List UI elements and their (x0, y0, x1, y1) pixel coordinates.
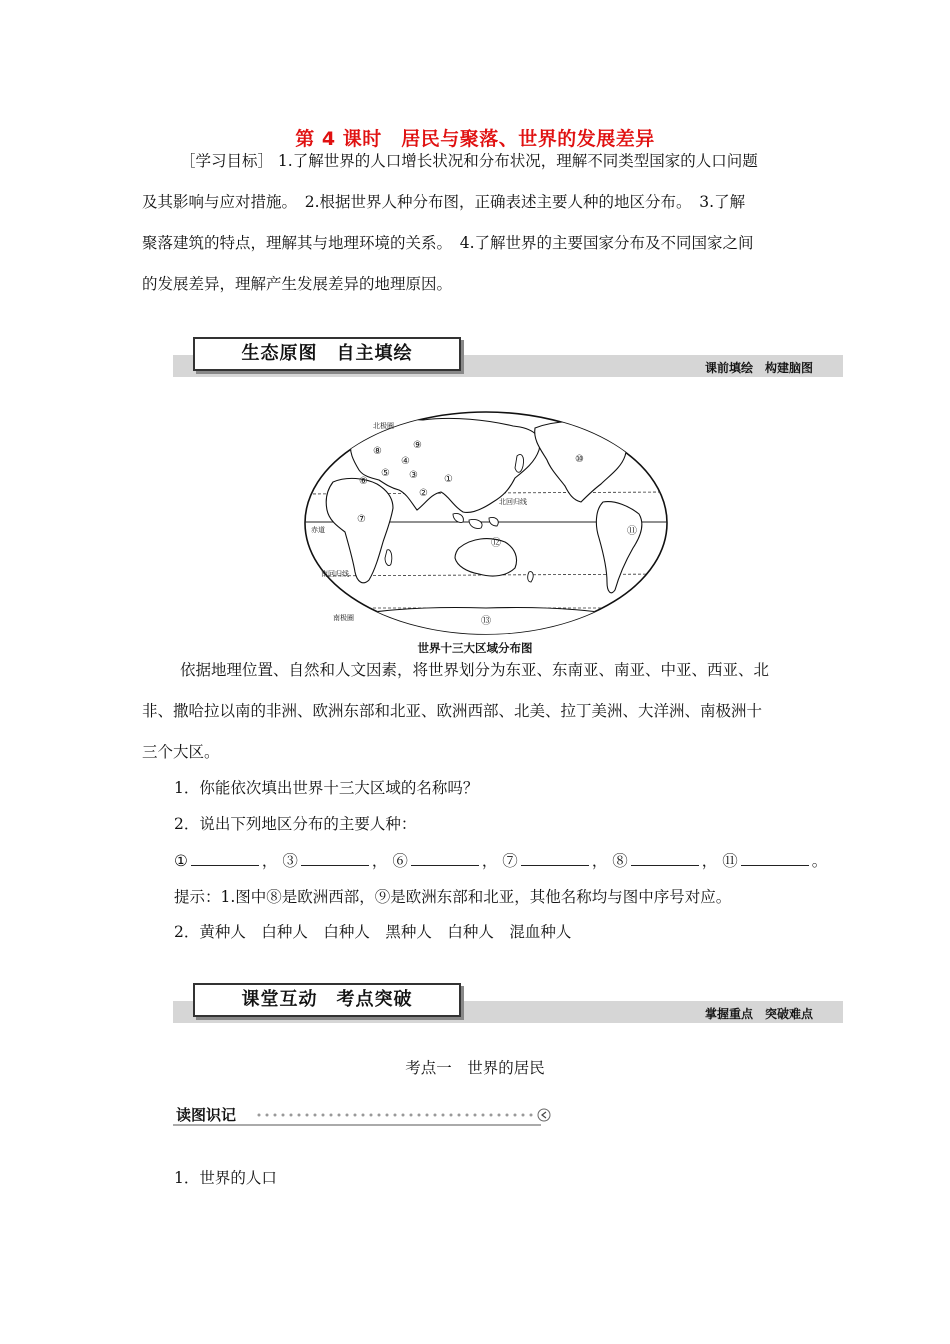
region-8: ⑧ (373, 446, 382, 457)
dutu-divider (173, 1104, 555, 1128)
banner-title: 生态原图 自主填绘 (193, 337, 461, 371)
blank-label: ⑦ (502, 852, 518, 870)
objectives-line: 聚落建筑的特点，理解其与地理环境的关系。 4.了解世界的主要国家分布及不同国家之间 (142, 234, 754, 252)
region-4: ④ (401, 456, 410, 467)
answer-text: 2．黄种人 白种人 白种人 黑种人 白种人 混血种人 (174, 923, 572, 941)
objectives-line: 的发展差异，理解产生发展差异的地理原因。 (142, 275, 453, 293)
region-3: ③ (409, 470, 418, 481)
intro-line: 三个大区。 (142, 743, 220, 761)
region-5: ⑤ (381, 468, 390, 479)
answer-blank[interactable] (301, 851, 369, 866)
region-1: ① (444, 474, 453, 485)
blank-label: ③ (282, 852, 298, 870)
chevron-left-icon (538, 1109, 550, 1121)
question-2: 2．说出下列地区分布的主要人种： (174, 815, 417, 833)
intro-line: 非、撒哈拉以南的非洲、欧洲东部和北亚、欧洲西部、北美、拉丁美洲、大洋洲、南极洲十 (142, 702, 763, 720)
intro-line: 依据地理位置、自然和人文因素，将世界划分为东亚、东南亚、南亚、中亚、西亚、北 (180, 661, 770, 679)
page-title: 第 4 课时 居民与聚落、世界的发展差异 (295, 128, 655, 150)
banner-subtitle: 掌握重点 突破难点 (705, 1007, 814, 1021)
blank-label: ⑥ (392, 852, 408, 870)
section-heading: 考点一 世界的居民 (405, 1059, 545, 1077)
answer-blank[interactable] (411, 851, 479, 866)
blank-label: ① (174, 852, 188, 870)
antarctic-label: 南极圈 (333, 614, 354, 622)
question-1: 1．你能依次填出世界十三大区域的名称吗？ (174, 779, 479, 797)
hint-text: 提示：1.图中⑧是欧洲西部，⑨是欧洲东部和北亚，其他名称均与图中序号对应。 (174, 888, 732, 906)
region-2: ② (419, 488, 428, 499)
tropic-south-label: 南回归线 (321, 570, 349, 578)
region-13: ⑬ (481, 616, 491, 627)
fill-blank-row: ① ， ③ ， ⑥ ， ⑦ ， ⑧ ， ⑪ 。 (174, 852, 828, 870)
world-map (303, 410, 669, 636)
region-9: ⑨ (413, 440, 422, 451)
blank-label: ⑪ (722, 852, 738, 870)
region-10: ⑩ (575, 454, 584, 465)
item-heading: 1．世界的人口 (174, 1169, 277, 1187)
region-12: ⑫ (491, 538, 501, 549)
objectives-line: 及其影响与应对措施。 2.根据世界人种分布图，正确表述主要人种的地区分布。 3.了解 (142, 193, 746, 211)
banner-title: 课堂互动 考点突破 (193, 983, 461, 1017)
answer-blank[interactable] (521, 851, 589, 866)
answer-blank[interactable] (631, 851, 699, 866)
objectives-line: ［学习目标］ 1.了解世界的人口增长状况和分布状况，理解不同类型国家的人口问题 (180, 152, 758, 170)
dutu-label: 读图识记 (176, 1106, 237, 1124)
madagascar-shape (385, 550, 392, 566)
answer-blank[interactable] (191, 851, 259, 866)
equator-label: 赤道 (311, 526, 325, 534)
tropic-north-label: 北回归线 (499, 498, 527, 506)
region-11: ⑪ (627, 526, 637, 537)
arctic-label: 北极圈 (373, 422, 394, 430)
banner-subtitle: 课前填绘 构建脑图 (705, 361, 814, 375)
answer-blank[interactable] (741, 851, 809, 866)
region-6: ⑥ (359, 476, 368, 487)
map-caption: 世界十三大区域分布图 (417, 641, 533, 655)
blank-label: ⑧ (612, 852, 628, 870)
region-7: ⑦ (357, 514, 366, 525)
